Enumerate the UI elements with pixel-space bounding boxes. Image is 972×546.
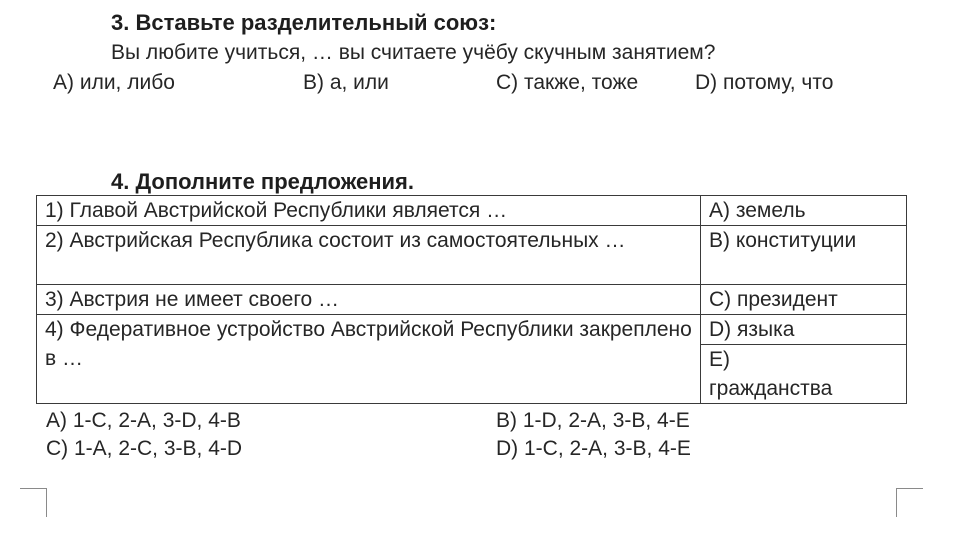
- question-3-option-a: A) или, либо: [53, 71, 175, 94]
- question-3-option-b: B) а, или: [303, 71, 389, 94]
- question-3-title: 3. Вставьте разделительный союз:: [111, 10, 497, 35]
- right-item-e: [701, 345, 907, 404]
- table-row: [37, 285, 907, 315]
- question-4-title: 4. Дополните предложения.: [111, 169, 414, 194]
- answer-option-a: A) 1-C, 2-A, 3-D, 4-B: [46, 409, 241, 432]
- right-item-c: C) президент: [701, 285, 907, 315]
- answer-option-d: D) 1-C, 2-A, 3-B, 4-E: [496, 437, 691, 460]
- answer-option-c: C) 1-A, 2-C, 3-B, 4-D: [46, 437, 243, 460]
- right-item-e-text: E) гражданства: [709, 348, 833, 400]
- matching-table: [36, 195, 907, 404]
- question-3-option-d: D) потому, что: [695, 71, 834, 94]
- table-row: [37, 315, 907, 345]
- question-3-option-c: C) также, тоже: [496, 71, 639, 94]
- page-corner-mark-left: [20, 488, 47, 517]
- question-3-sentence: Вы любите учиться, … вы считаете учёбу скучным занятием?: [111, 41, 716, 64]
- right-item-d: D) языка: [701, 315, 907, 345]
- left-item-3: 3) Австрия не имеет своего …: [37, 285, 701, 315]
- left-item-4: 4) Федеративное устройство Австрийской Республики закреплено в …: [37, 315, 701, 404]
- left-item-1: 1) Главой Австрийской Республики является …: [37, 196, 701, 226]
- table-row: [37, 196, 907, 226]
- right-item-a: A) земель: [701, 196, 907, 226]
- right-item-b: B) конституции: [701, 226, 907, 285]
- answer-option-b: B) 1-D, 2-A, 3-B, 4-E: [496, 409, 690, 432]
- table-row: [37, 226, 907, 285]
- page-corner-mark-right: [896, 488, 923, 517]
- left-item-2: 2) Австрийская Республика состоит из самостоятельных …: [37, 226, 701, 285]
